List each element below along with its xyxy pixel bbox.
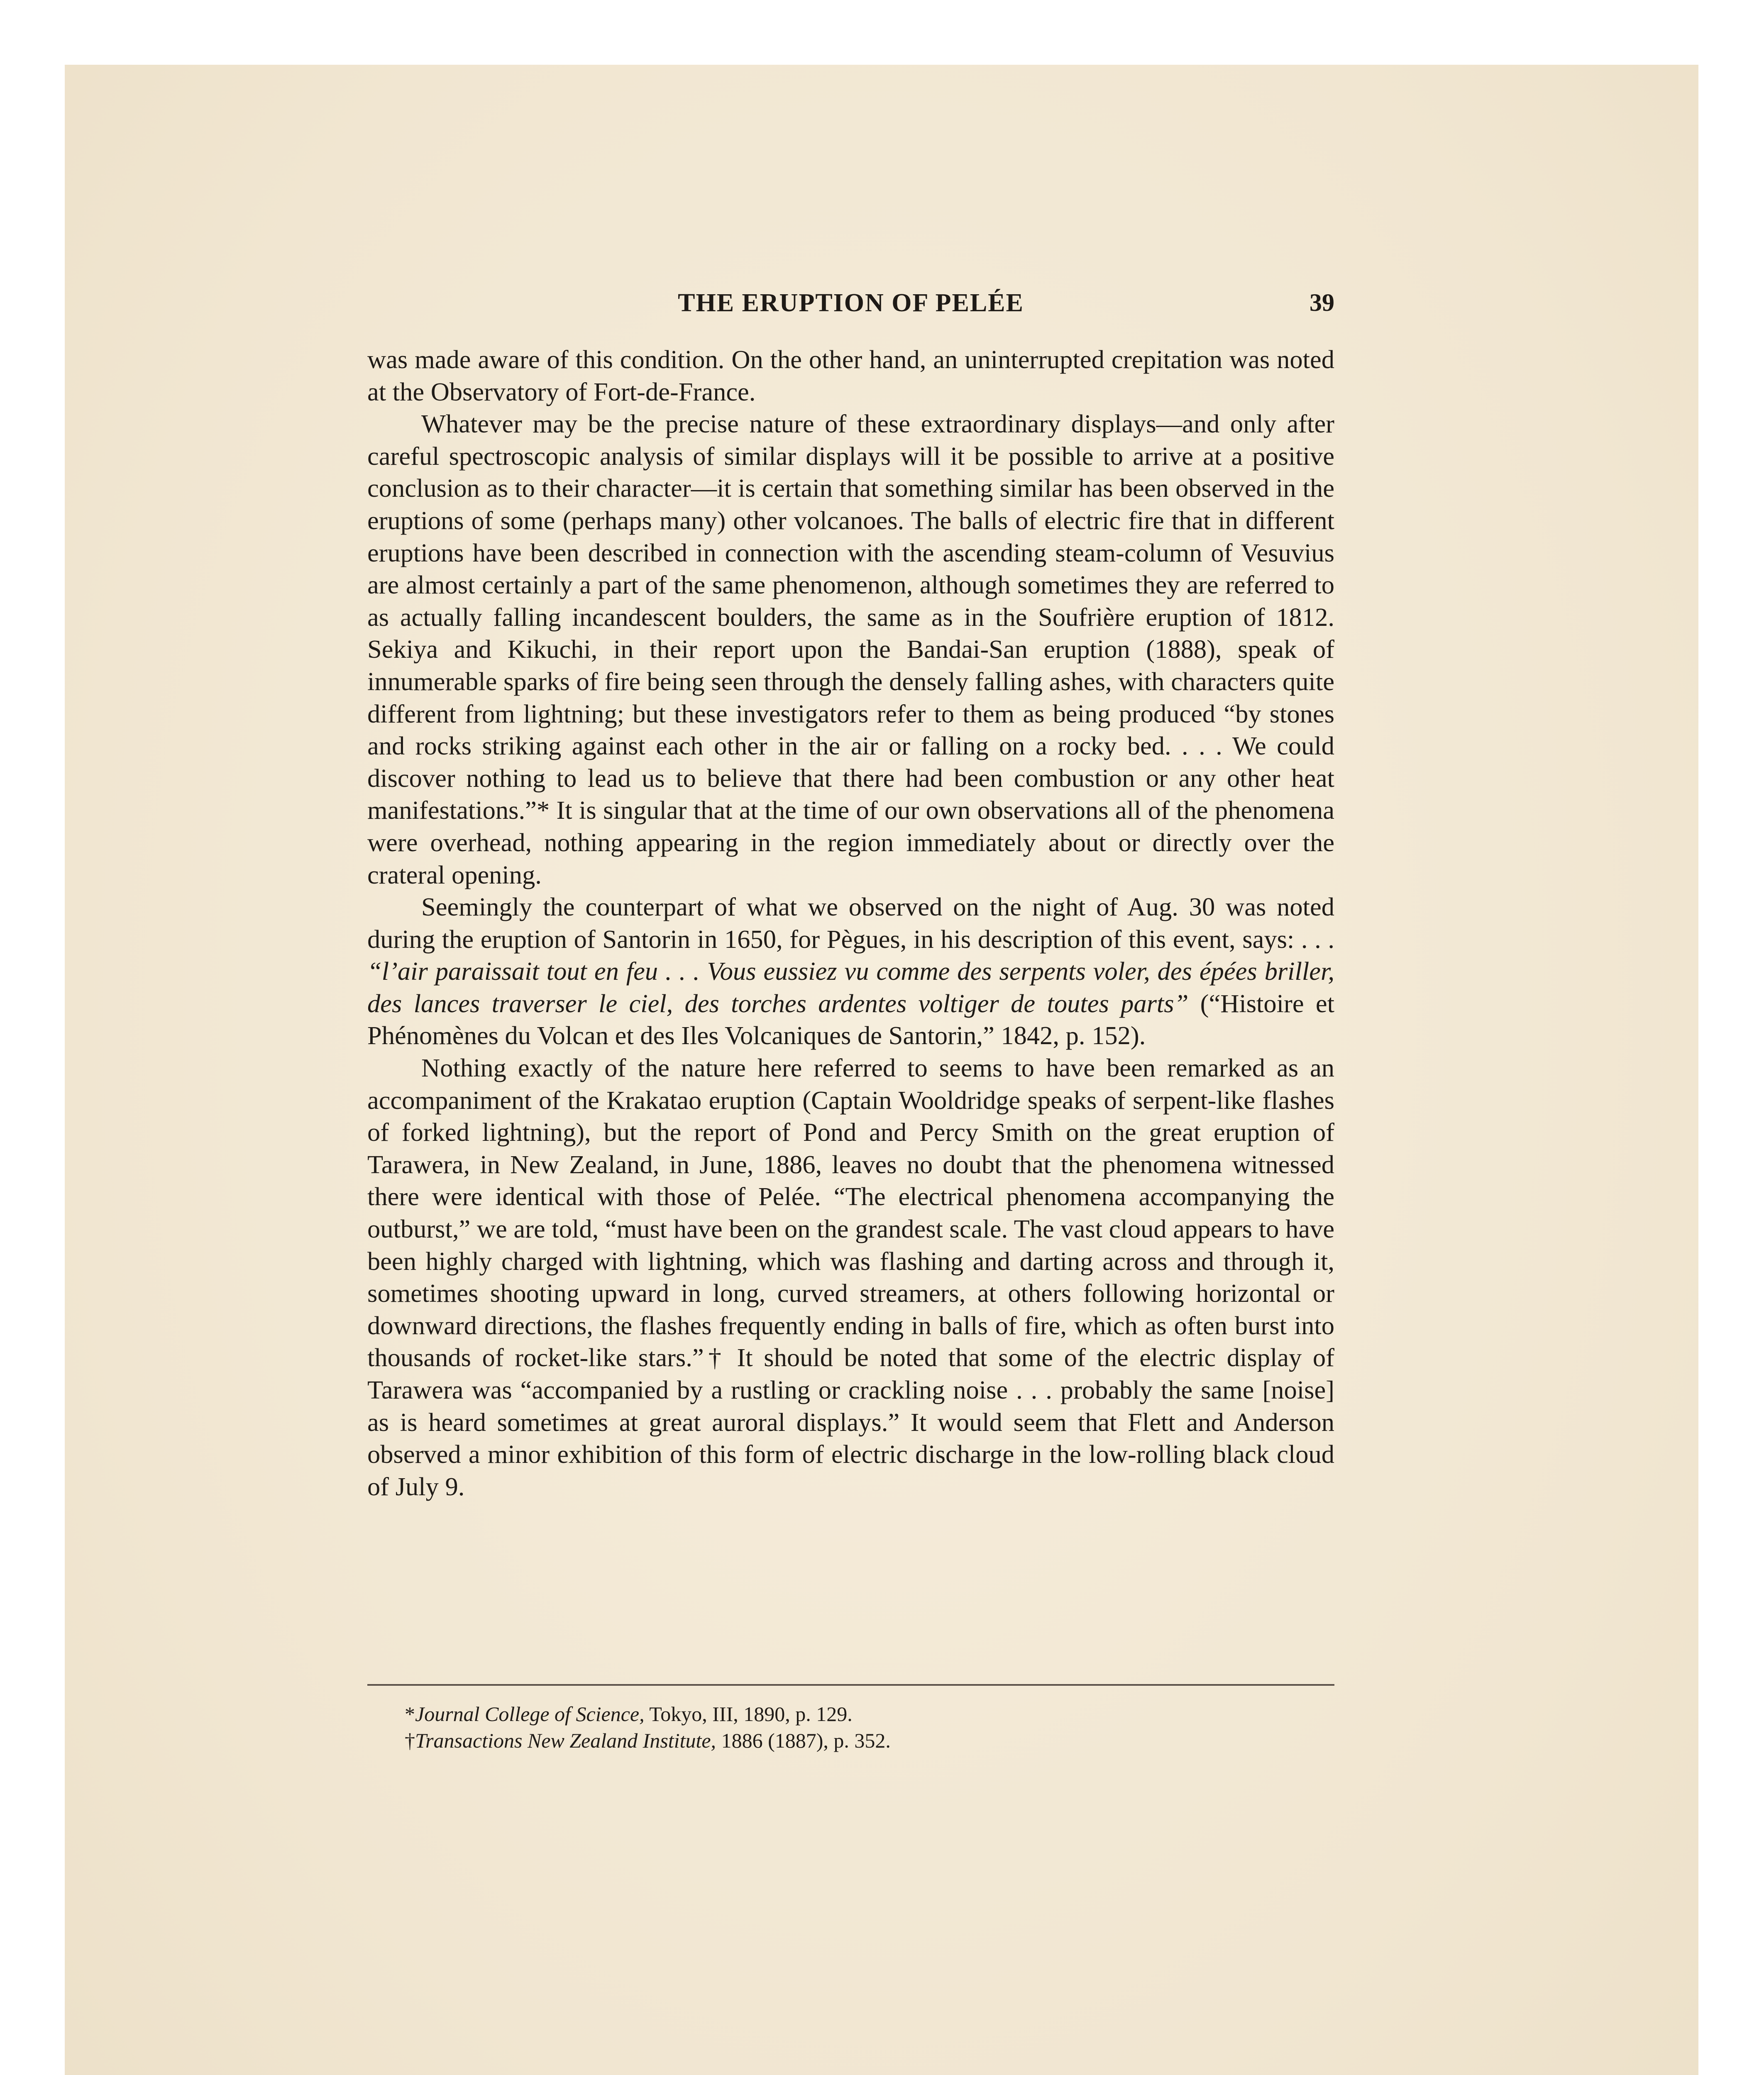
page-number: 39 — [1310, 289, 1334, 316]
footnote-1 — [405, 1701, 1318, 1727]
paragraph-continuation: was made aware of this condition. On the other hand, an uninterrupted crepitation was noted at the Observatory of Fort-de-France. — [367, 345, 1334, 406]
footnote-details: Tokyo, III, 1890, p. 129. — [644, 1702, 853, 1726]
paragraph-santorin — [367, 891, 1334, 1052]
santorin-intro: Seemingly the counterpart of what we observed on the night of Aug. 30 was noted during the eruption of Santorin in 1650, for Pègues, in his description of this event, says: . . . — [367, 892, 1334, 954]
footnote-source: Journal College of Science, — [415, 1702, 645, 1726]
footnote-2 — [405, 1727, 1318, 1754]
footnote-marker: * — [405, 1702, 415, 1726]
santorin-citation: (“Histoire et Phénomènes du Volcan et des Iles Volcaniques de Santorin,” 1842, p. 152). — [367, 989, 1335, 1050]
footnotes — [405, 1701, 1318, 1754]
footnote-source: Transactions New Zealand Institute, — [415, 1729, 716, 1752]
footnote-marker: † — [405, 1729, 415, 1752]
french-quotation: “l’air paraissait tout en feu . . . Vous eussiez vu comme des serpents voler, des épées briller, des lances traverser le ciel, des torches ardentes voltiger de toutes parts” — [367, 957, 1334, 1018]
footnote-details: 1886 (1887), p. 352. — [716, 1729, 891, 1752]
body-text — [367, 344, 1334, 1503]
page-header — [367, 288, 1334, 322]
paragraph-electric-displays: Whatever may be the precise nature of these extraordinary displays—and only after careful spectroscopic analysis of similar displays will it be possible to arrive at a positive conclusion as to their character—it is certain that something similar has been observed in the eruptions of some (perhaps many) other volcanoes. The balls of electric fire that in different eruptions have been described in connection with the ascending steam-column of Vesuvius are almost certainly a part of the same phenomenon, although sometimes they are referred to as actually falling incandescent boulders, the same as in the Soufrière eruption of 1812. Sekiya and Kikuchi, in their report upon the Bandai-San eruption (1888), speak of innumerable sparks of fire being seen through the densely falling ashes, with characters quite different from lightning; but these investigators refer to them as being produced “by stones and rocks striking against each other in the air or falling on a rocky bed. . . . We could discover nothing to lead us to believe that there had been combustion or any other heat manifestations.”* It is singular that at the time of our own observations all of the phenomena were overhead, nothing appearing in the region immediately about or directly over the crateral opening. — [367, 409, 1334, 889]
running-title: THE ERUPTION OF PELÉE — [678, 289, 1024, 317]
paragraph-tarawera: Nothing exactly of the nature here referred to seems to have been remarked as an accompaniment of the Krakatao eruption (Captain Wooldridge speaks of serpent-like flashes of forked lightning), but the report of Pond and Percy Smith on the great eruption of Tarawera, in New Zealand, in June, 1886, leaves no doubt that the phenomena witnessed there were identical with those of Pelée. “The electrical phenomena accompanying the outburst,” we are told, “must have been on the grandest scale. The vast cloud appears to have been highly charged with lightning, which was flashing and darting across and through it, sometimes shooting upward in long, curved streamers, at others following horizontal or downward directions, the flashes frequently ending in balls of fire, which as often burst into thousands of rocket-like stars.”† It should be noted that some of the electric display of Tarawera was “accompanied by a rustling or crackling noise . . . probably the same [noise] as is heard sometimes at great auroral displays.” It would seem that Flett and Anderson observed a minor exhibition of this form of electric discharge in the low-rolling black cloud of July 9. — [367, 1053, 1334, 1501]
footnote-rule — [367, 1684, 1334, 1686]
